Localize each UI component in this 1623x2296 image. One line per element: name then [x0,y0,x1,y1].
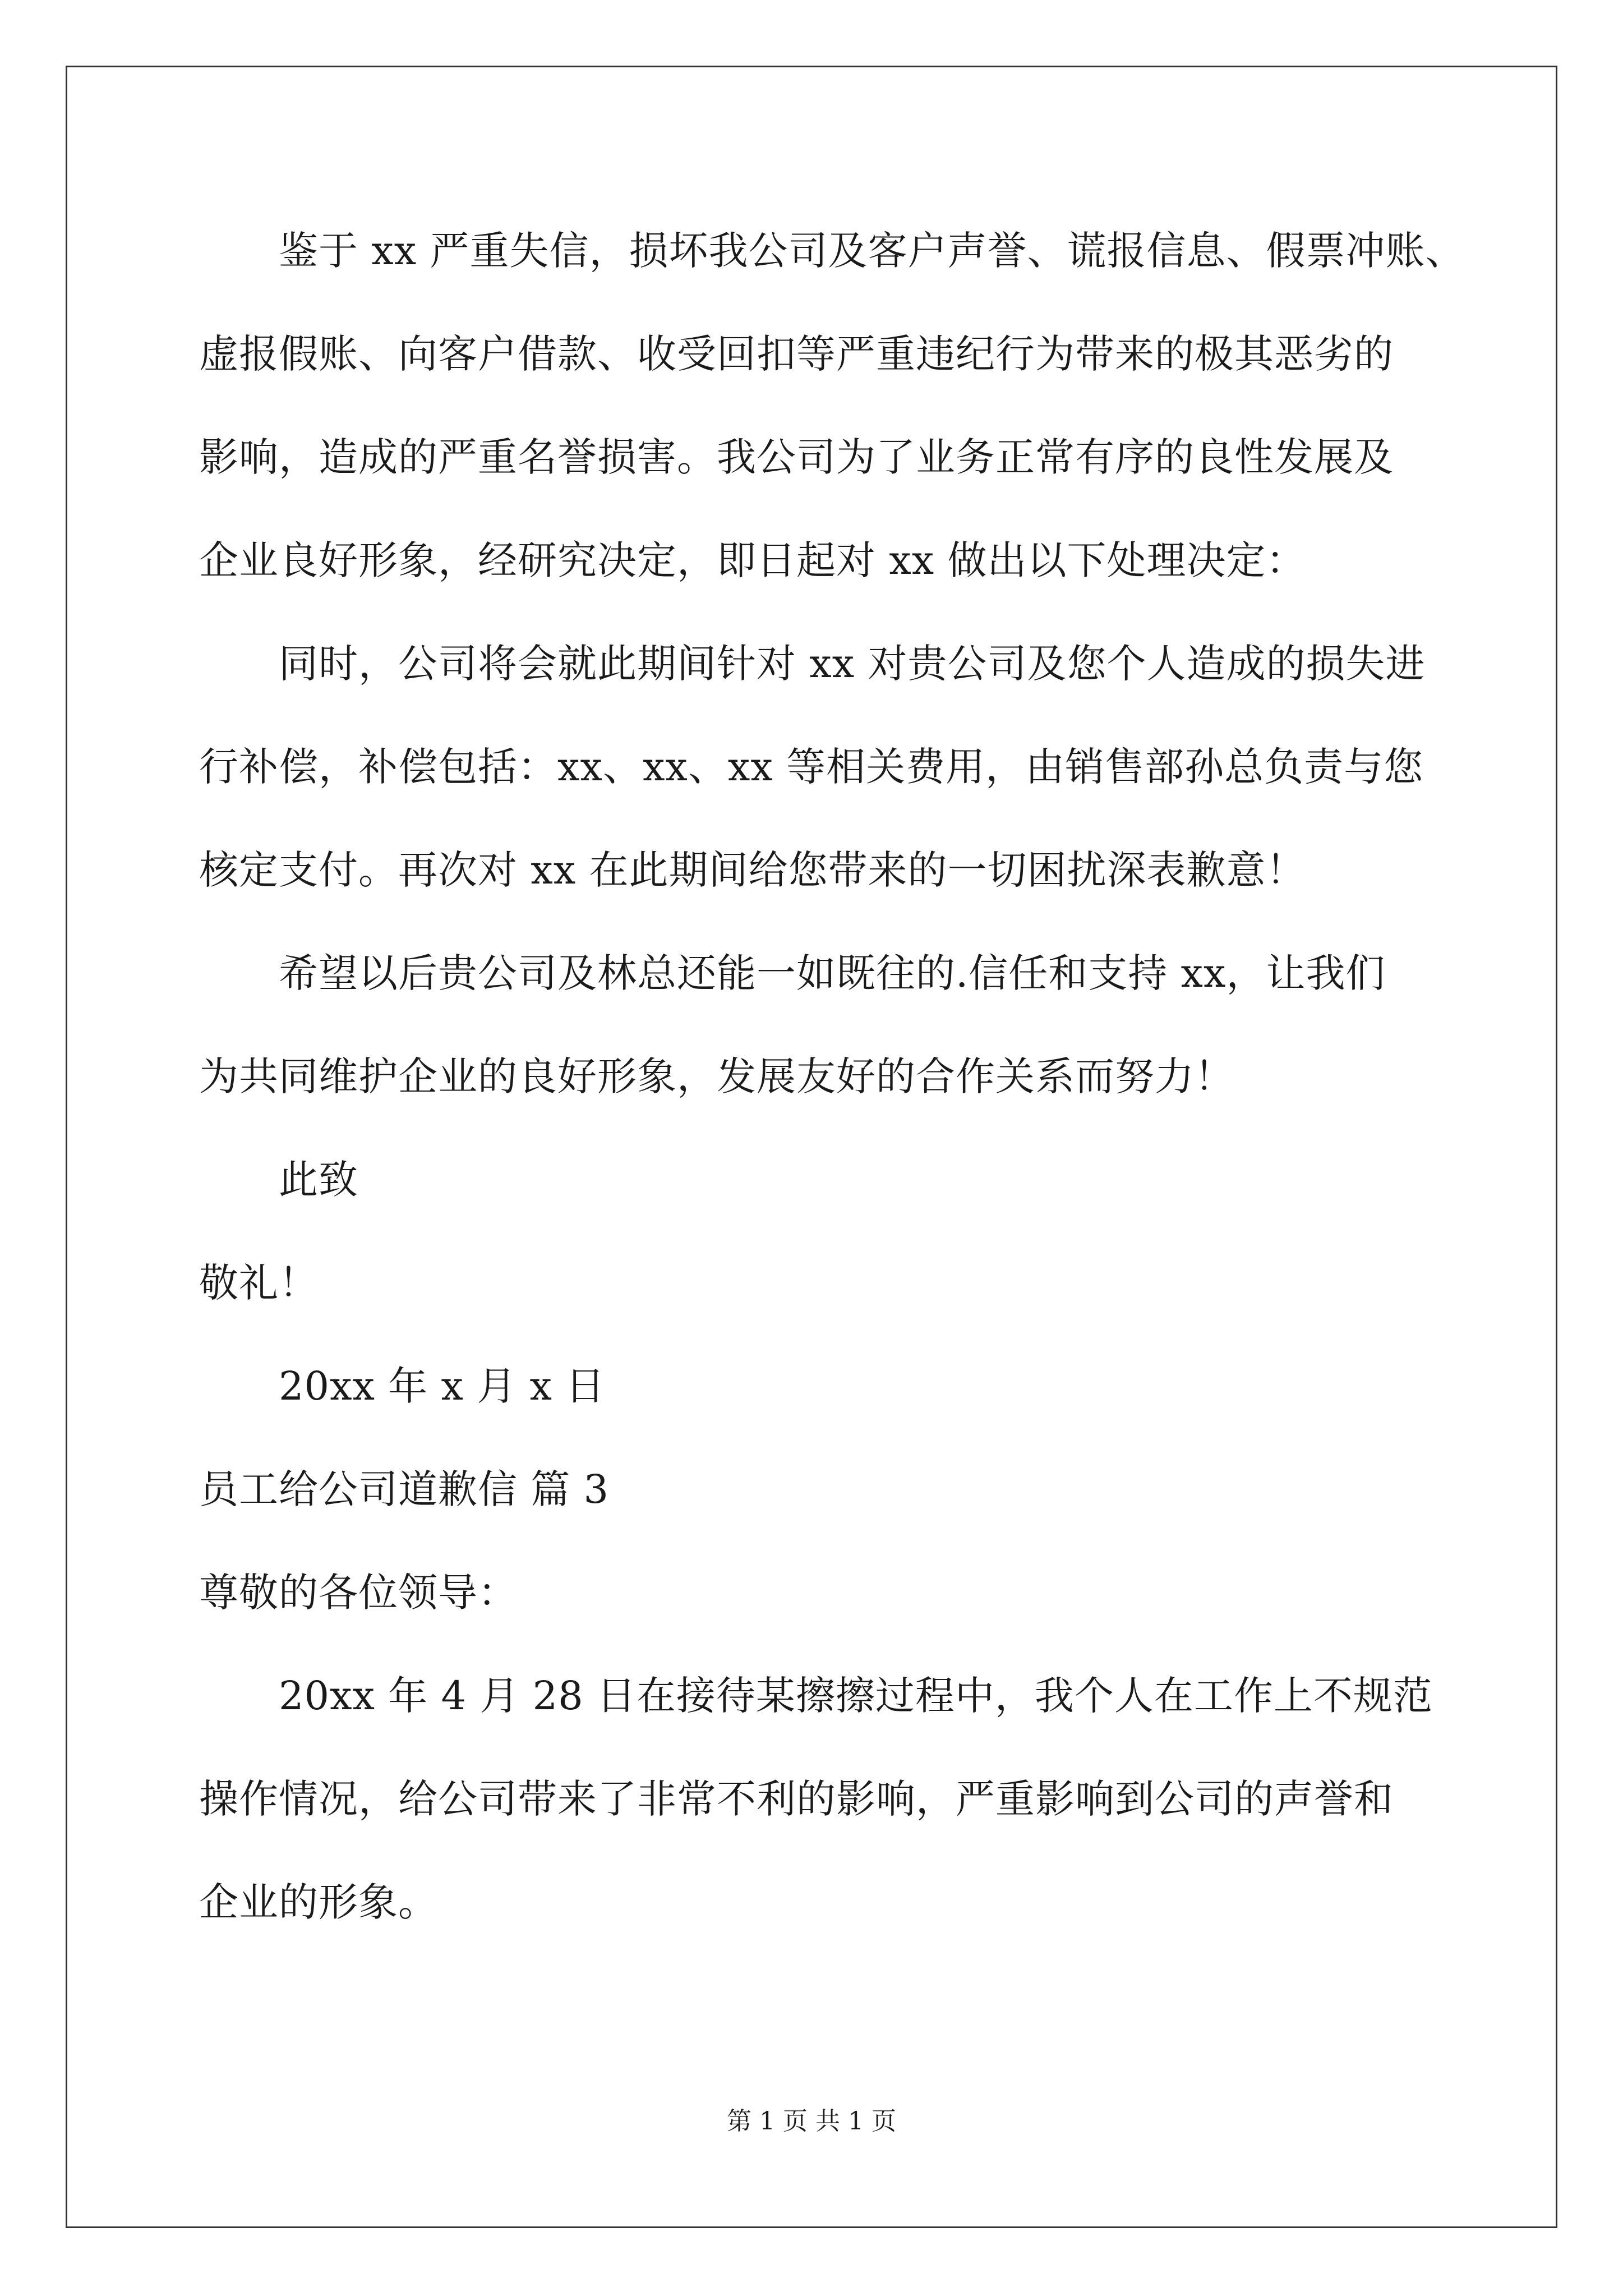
text-line: 影响，造成的严重名誉损害。我公司为了业务正常有序的良性发展及 [199,434,1394,480]
document-body [199,199,1465,1954]
text-line: 行补偿，补偿包括：xx、xx、xx 等相关费用，由销售部孙总负责与您 [199,744,1424,790]
text-line: 同时，公司将会就此期间针对 xx 对贵公司及您个人造成的损失进 [279,641,1426,687]
greeting: 尊敬的各位领导： [199,1570,518,1616]
text-line: 为共同维护企业的良好形象，发展友好的合作关系而努力！ [199,1053,1234,1099]
text-line: 虚报假账、向客户借款、收受回扣等严重违纪行为带来的极其恶劣的 [199,331,1394,377]
text-line: 核定支付。再次对 xx 在此期间给您带来的一切困扰深表歉意！ [199,847,1306,893]
text-line: 希望以后贵公司及林总还能一如既往的.信任和支持 xx，让我们 [279,950,1386,996]
text-line: 鉴于 xx 严重失信，损坏我公司及客户声誉、谎报信息、假票冲账、 [279,228,1465,274]
text-line: 操作情况，给公司带来了非常不利的影响，严重影响到公司的声誉和 [199,1776,1394,1822]
closing-regards: 敬礼！ [199,1260,319,1306]
page-number-footer: 第 1 页 共 1 页 [727,2107,896,2136]
text-line: 企业良好形象，经研究决定，即日起对 xx 做出以下处理决定： [199,537,1306,583]
closing-salutation: 此致 [279,1157,358,1203]
text-line: 20xx 年 4 月 28 日在接待某擦擦过程中，我个人在工作上不规范 [279,1673,1433,1719]
section-heading: 员工给公司道歉信 篇 3 [199,1466,610,1512]
text-line: 企业的形象。 [199,1879,438,1925]
date-line: 20xx 年 x 月 x 日 [279,1363,606,1409]
